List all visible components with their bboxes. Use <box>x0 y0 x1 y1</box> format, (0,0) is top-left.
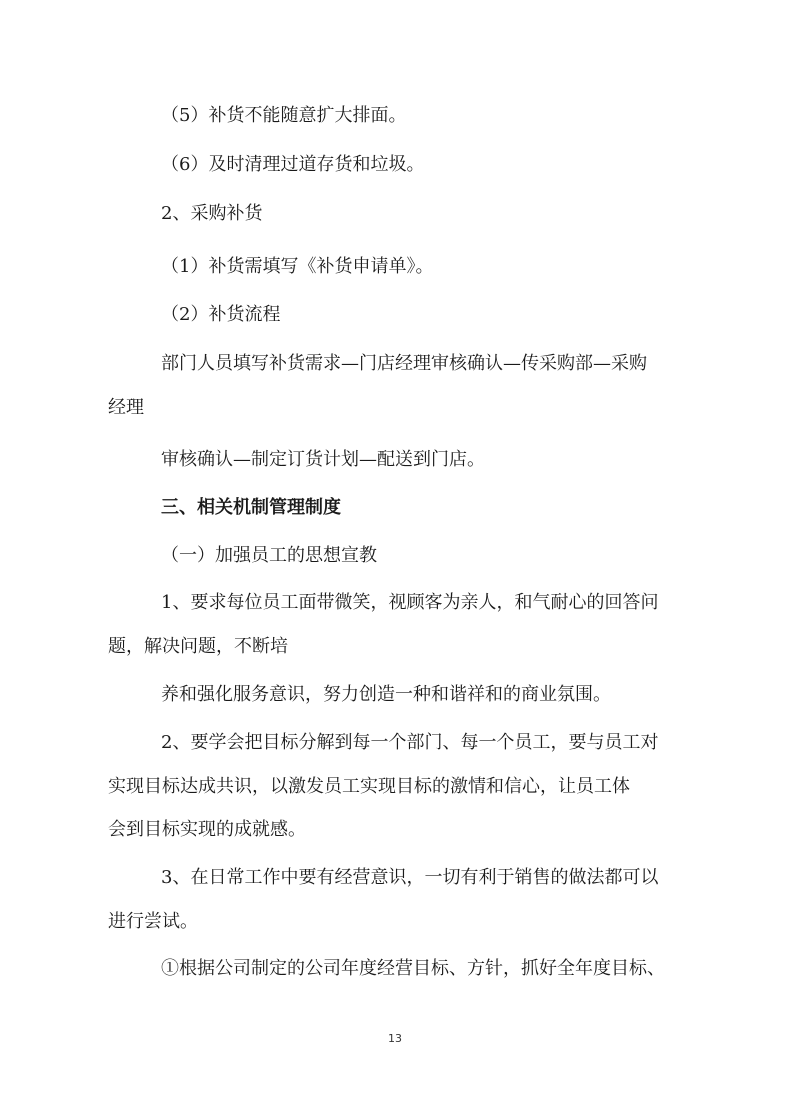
sub-heading: （一）加强员工的思想宣教 <box>161 545 377 566</box>
text-line: 3、在日常工作中要有经营意识，一切有利于销售的做法都可以 <box>161 867 659 888</box>
text-line: （2）补货流程 <box>161 304 281 325</box>
text-line: 1、要求每位员工面带微笑，视顾客为亲人，和气耐心的回答问 <box>161 592 659 613</box>
section-heading: 三、相关机制管理制度 <box>161 497 341 518</box>
text-line: 部门人员填写补货需求—门店经理审核确认—传采购部—采购 <box>161 353 647 374</box>
text-line: （1）补货需填写《补货申请单》。 <box>161 256 434 277</box>
text-line: 题，解决问题，不断培 <box>108 636 288 657</box>
text-line: 养和强化服务意识，努力创造一种和谐祥和的商业氛围。 <box>161 684 611 705</box>
text-line: （5）补货不能随意扩大排面。 <box>161 105 407 126</box>
text-line: （6）及时清理过道存货和垃圾。 <box>161 154 425 175</box>
text-line: 2、要学会把目标分解到每一个部门、每一个员工，要与员工对 <box>161 732 659 753</box>
text-line: 进行尝试。 <box>108 911 198 932</box>
text-line: 审核确认—制定订货计划—配送到门店。 <box>161 449 485 470</box>
text-line: 2、采购补货 <box>161 203 263 224</box>
text-line: 经理 <box>108 397 144 418</box>
text-line: 会到目标实现的成就感。 <box>108 819 306 840</box>
text-line: 实现目标达成共识，以激发员工实现目标的激情和信心，让员工体 <box>108 776 630 797</box>
page-number: 13 <box>388 1032 402 1045</box>
text-line: ①根据公司制定的公司年度经营目标、方针，抓好全年度目标、 <box>161 958 665 979</box>
